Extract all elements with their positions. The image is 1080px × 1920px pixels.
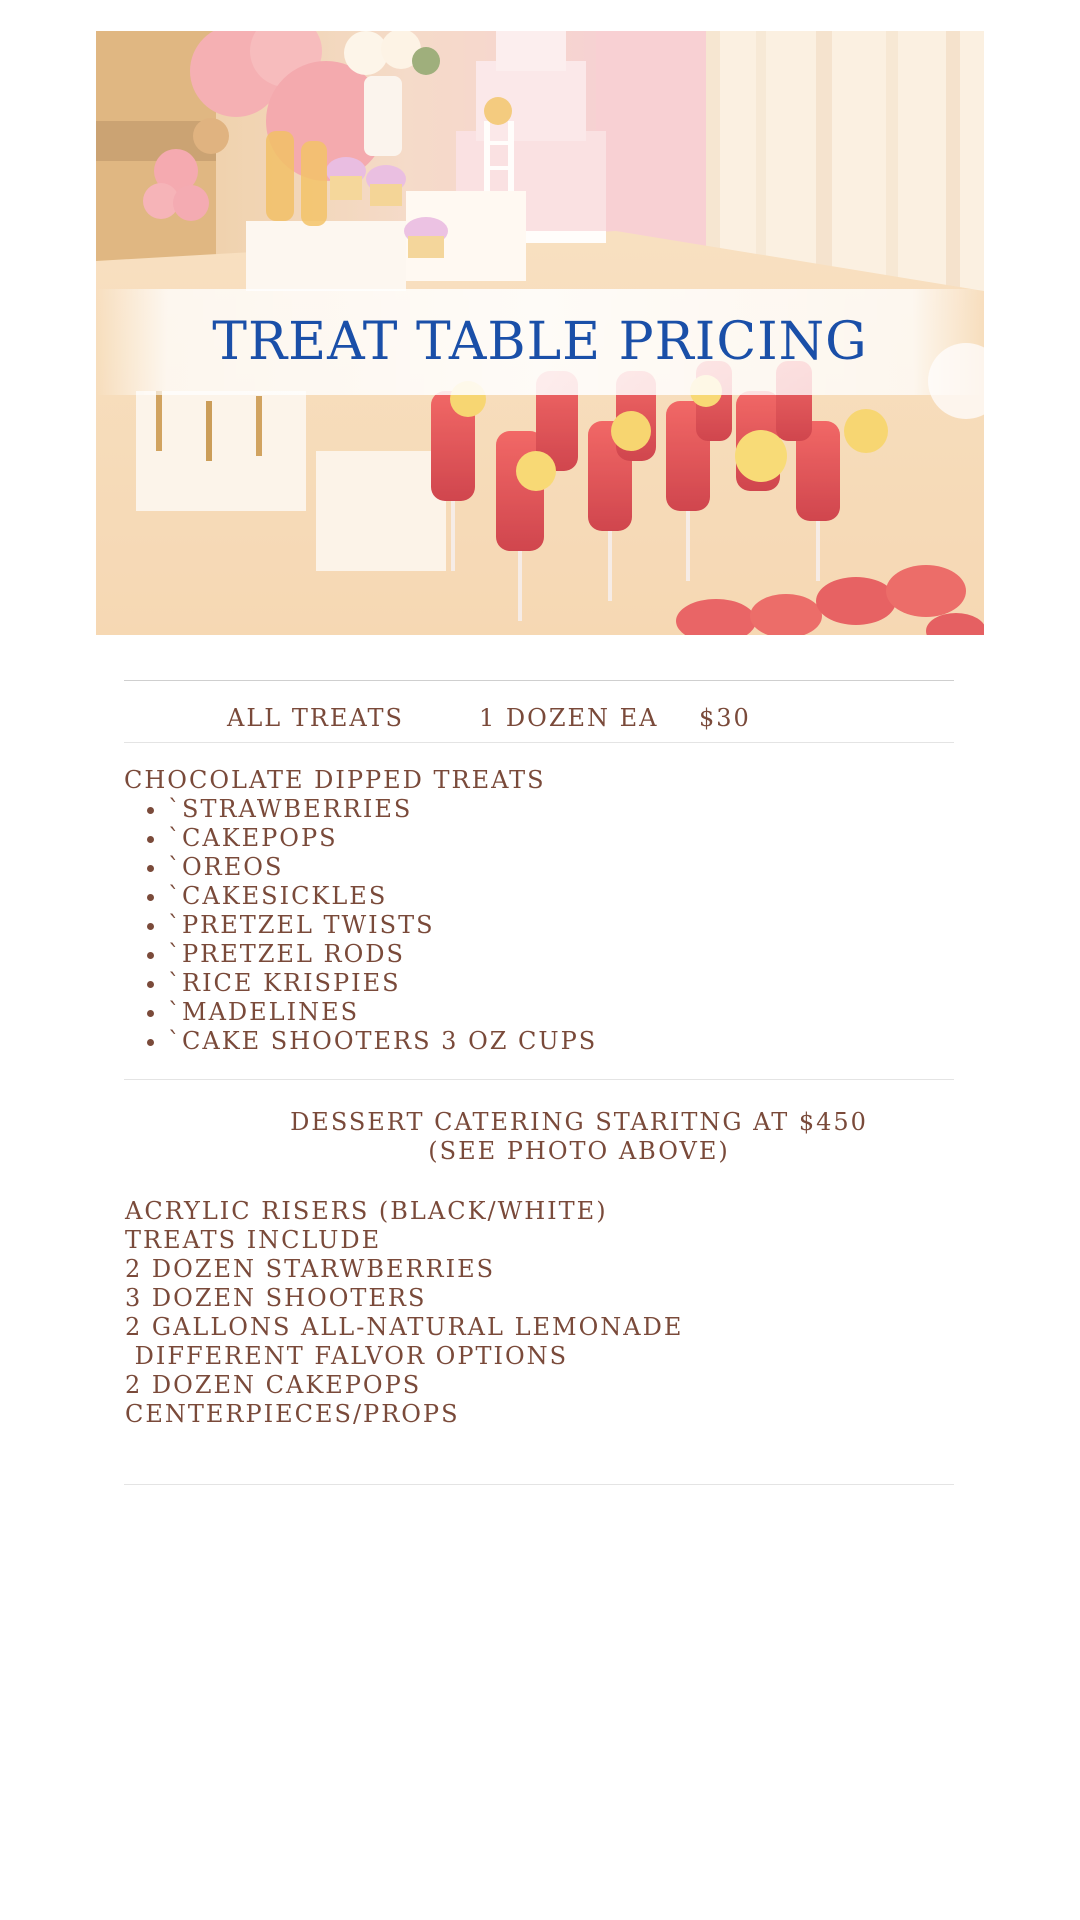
list-item: • `STRAWBERRIES — [168, 795, 597, 824]
detail-line: 2 DOZEN STARWBERRIES — [125, 1255, 496, 1283]
hero-image — [96, 31, 984, 635]
catering-heading — [124, 1108, 954, 1166]
chocolate-section-title: CHOCOLATE DIPPED TREATS — [124, 766, 546, 794]
detail-line: 2 DOZEN CAKEPOPS — [125, 1371, 422, 1399]
hero-title-banner — [96, 289, 984, 395]
price-quantity: 1 DOZEN EA — [479, 704, 659, 732]
price-row — [124, 704, 954, 734]
list-item: • `OREOS — [168, 853, 597, 882]
detail-line: 3 DOZEN SHOOTERS — [125, 1284, 427, 1312]
detail-line: DIFFERENT FALVOR OPTIONS — [125, 1342, 569, 1370]
divider — [124, 1484, 954, 1485]
detail-line: ACRYLIC RISERS (BLACK/WHITE) — [125, 1197, 608, 1225]
list-item: • `MADELINES — [168, 998, 597, 1027]
divider — [124, 742, 954, 743]
detail-line: CENTERPIECES/PROPS — [125, 1400, 460, 1428]
list-item: • `PRETZEL RODS — [168, 940, 597, 969]
list-item: • `CAKE SHOOTERS 3 OZ CUPS — [168, 1027, 597, 1056]
catering-note: (SEE PHOTO ABOVE) — [428, 1137, 730, 1165]
divider — [124, 1079, 954, 1080]
list-item: • `CAKESICKLES — [168, 882, 597, 911]
catering-details — [125, 1197, 683, 1429]
detail-line: TREATS INCLUDE — [125, 1226, 382, 1254]
price-item-label: ALL TREATS — [227, 704, 404, 732]
price-value: $30 — [699, 704, 751, 732]
list-item: • `PRETZEL TWISTS — [168, 911, 597, 940]
page-title: TREAT TABLE PRICING — [212, 312, 868, 372]
catering-headline: DESSERT CATERING STARITNG AT $450 — [290, 1108, 868, 1136]
list-item: • `CAKEPOPS — [168, 824, 597, 853]
divider — [124, 680, 954, 681]
detail-line: 2 GALLONS ALL-NATURAL LEMONADE — [125, 1313, 684, 1341]
list-item: • `RICE KRISPIES — [168, 969, 597, 998]
treat-list — [124, 795, 597, 1056]
